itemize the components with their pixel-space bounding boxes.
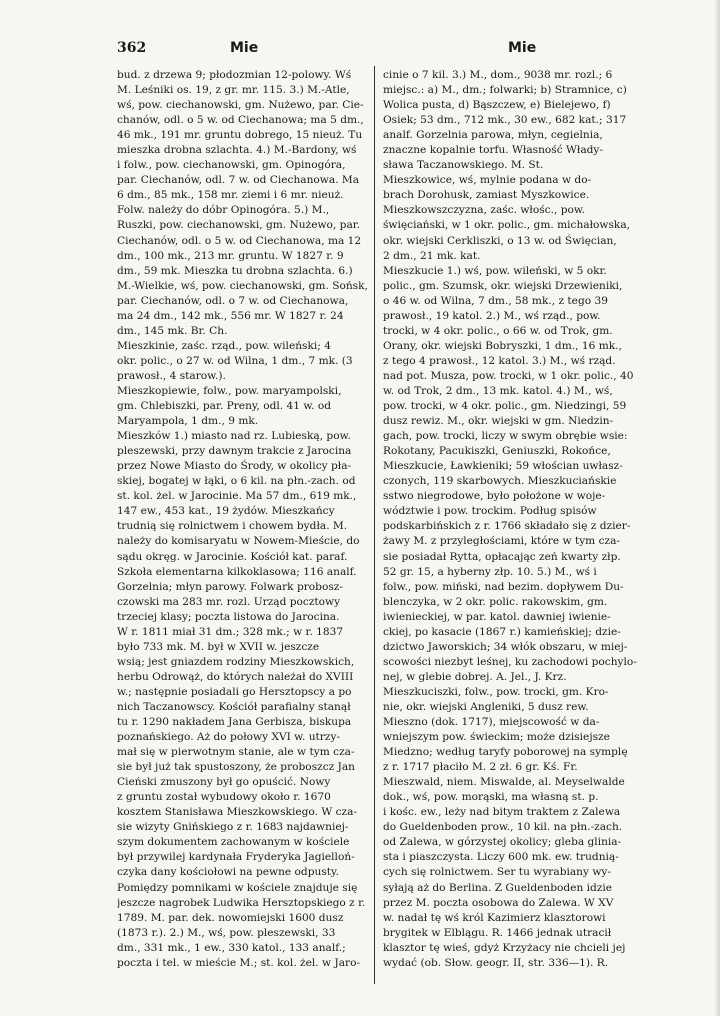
- text-line: trocki, w 4 okr. polic., o 66 w. od Trok, gm.: [383, 324, 613, 337]
- text-line: sądu okręg. w Jarocinie. Kościół kat. paraf.: [117, 550, 348, 563]
- text-line: i folw., pow. ciechanowski, gm. Opinogóra,: [117, 159, 346, 172]
- text-line: pleszewski, przy dawnym trakcie z Jarocina: [117, 445, 352, 458]
- text-line: scowości niezbyt leśnej, ku zachodowi pochylo-: [383, 655, 637, 668]
- text-line: miejsc.: a) M., dm.; folwarki; b) Stramnice, c): [383, 84, 627, 97]
- text-line: Cieński zmuszony był go opuścić. Nowy: [117, 776, 331, 789]
- text-line: gach, pow. trocki, liczy w swym obrębie wsie:: [383, 430, 628, 443]
- text-line: folw., pow. miński, nad bezim. dopływem Du-: [383, 580, 624, 593]
- text-line: trzeciej klasy; poczta listowa do Jarocina.: [117, 610, 340, 623]
- text-line: Gorzelnia; młyn parowy. Folwark probosz-: [117, 580, 343, 593]
- text-line: do Gueldenboden prow., 10 kil. na płn.-zach.: [383, 821, 623, 834]
- text-line: w. nadał tę wś król Kazimierz klasztorowi: [383, 911, 606, 924]
- text-line: prawosł., 4 starow.).: [117, 369, 226, 382]
- text-line: kosztem Stanisława Mieszkowskiego. W cza-: [117, 806, 358, 819]
- text-line: sstwo niegrodowe, było położone w woje-: [383, 490, 606, 503]
- text-line: sie posiadał Rytta, opłacając zeń kwarty złp.: [383, 550, 621, 563]
- text-line: w.; następnie posiadali go Hersztopscy a po: [117, 685, 352, 698]
- text-line: dok., wś, pow. morąski, ma własną st. p.: [383, 791, 599, 804]
- text-line: Mieszno (dok. 1717), miejscowość w da-: [383, 716, 600, 729]
- text-line: sie wizyty Gnińskiego z r. 1683 najdawniej-: [117, 821, 349, 834]
- text-line: Rokotany, Pacukiszki, Geniuszki, Rokońce,: [383, 445, 611, 458]
- text-line: okr. polic., o 27 w. od Wilna, 1 dm., 7 mk. (3: [117, 354, 353, 367]
- text-line: w. od Trok, 2 dm., 13 mk. katol. 4.) M., wś,: [383, 384, 613, 397]
- text-line: W r. 1811 miał 31 dm.; 328 mk.; w r. 1837: [117, 625, 344, 638]
- text-line: trudnią się rolnictwem i chowem bydła. M.: [117, 520, 348, 533]
- text-line: nich Taczanowscy. Kościół parafialny stanął: [117, 700, 351, 713]
- text-line: Mieszwald, niem. Miswalde, al. Meyselwalde: [383, 776, 625, 789]
- text-line: Mieszkucie 1.) wś, pow. wileński, w 5 okr.: [383, 264, 607, 277]
- text-line: wództwie i pow. trockim. Podług spisów: [383, 505, 597, 518]
- text-line: szym dokumentem zachowanym w kościele: [117, 836, 350, 849]
- text-line: dm., 331 mk., 1 ew., 330 katol., 133 analf.;: [117, 941, 346, 954]
- page-header: [0, 0, 720, 70]
- text-line: Mieszkuciszki, folw., pow. trocki, gm. Kro-: [383, 685, 609, 698]
- text-line: znaczne kopalnie torfu. Własność Włady-: [383, 144, 604, 157]
- right-column: [383, 68, 641, 971]
- text-line: przez M. poczta osobowa do Zalewa. W XV: [383, 896, 614, 909]
- text-line: brygitek w Elblągu. R. 1466 jednak utracił: [383, 926, 612, 939]
- text-line: skiej, bogatej w łąki, o 6 kil. na płn.-zach. od: [117, 475, 356, 488]
- text-line: Wolica pusta, d) Bąszczew, e) Bielejewo, f): [383, 99, 611, 112]
- text-line: 6 dm., 85 mk., 158 mr. ziemi i 6 mr. nieuż.: [117, 189, 344, 202]
- text-line: nie, okr. wiejski Angleniki, 5 dusz rew.: [383, 700, 589, 713]
- text-line: 147 ew., 453 kat., 19 żydów. Mieszkańcy: [117, 505, 335, 518]
- text-line: dm., 59 mk. Mieszka tu drobna szlachta. 6.): [117, 264, 353, 277]
- text-line: Mieszków 1.) miasto nad rz. Lubieską, pow.: [117, 430, 351, 443]
- text-line: klasztor tę wieś, gdyż Krzyżacy nie chcieli jej: [383, 941, 626, 954]
- text-line: święciański, w 1 okr. polic., gm. michałowska,: [383, 219, 631, 232]
- scan-edge-shadow: [714, 0, 720, 1016]
- text-line: Mieszkowice, wś, mylnie podana w do-: [383, 174, 592, 187]
- text-line: żawy M. z przyległościami, które w tym cza-: [383, 535, 621, 548]
- running-head-right: Mie: [508, 40, 537, 56]
- text-line: prawosł., 19 katol. 2.) M., wś rząd., pow.: [383, 309, 601, 322]
- text-line: analf. Gorzelnia parowa, młyn, cegielnia,: [383, 129, 603, 142]
- text-line: mieszka drobna szlachta. 4.) M.-Bardony, wś: [117, 144, 357, 157]
- text-line: jeszcze nagrobek Ludwika Hersztopskiego z r.: [117, 896, 366, 909]
- text-line: z gruntu został wybudowy około r. 1670: [117, 791, 331, 804]
- text-line: mał się w pierwotnym stanie, ale w tym cza-: [117, 746, 355, 759]
- text-line: blenczyka, w 2 okr. polic. rakowskim, gm.: [383, 595, 608, 608]
- text-line: Maryampola, 1 dm., 9 mk.: [117, 415, 259, 428]
- text-line: polic., gm. Szumsk, okr. wiejski Drzewieniki,: [383, 279, 623, 292]
- text-line: Osiek; 53 dm., 712 mk., 30 ew., 682 kat.; 317: [383, 114, 627, 127]
- text-line: iwienieckiej, w par. katol. dawniej iwienie-: [383, 610, 611, 623]
- text-line: Mieszkinie, zaśc. rząd., pow. wileński; 4: [117, 339, 331, 352]
- text-line: ma 24 dm., 142 mk., 556 mr. W 1827 r. 24: [117, 309, 344, 322]
- text-line: st. kol. żel. w Jarocinie. Ma 57 dm., 619 mk.,: [117, 490, 357, 503]
- text-line: bud. z drzewa 9; płodozmian 12-polowy. Wś: [117, 69, 352, 81]
- text-line: Mieszkowszczyzna, zaśc. włośc., pow.: [383, 204, 586, 217]
- left-column: [117, 68, 375, 971]
- text-line: dusz rewiz. M., okr. wiejski w gm. Niedzin-: [383, 415, 614, 428]
- text-line: był przywilej kardynała Fryderyka Jagielloń-: [117, 851, 355, 864]
- text-line: od Zalewa, w górzystej okolicy; gleba glinia-: [383, 836, 622, 849]
- text-line: poznańskiego. Aż do połowy XVI w. utrzy-: [117, 731, 341, 744]
- text-line: par. Ciechanów, odl. o 7 w. od Ciechanowa,: [117, 294, 349, 307]
- text-line: (1873 r.). 2.) M., wś, pow. pleszewski, 33: [117, 926, 336, 939]
- text-line: herbu Odrowąż, do których należał do XVIII: [117, 670, 354, 683]
- text-line: dm., 100 mk., 213 mr. gruntu. W 1827 r. 9: [117, 249, 344, 262]
- text-line: przez Nowe Miasto do Środy, w okolicy pła-: [117, 460, 352, 473]
- text-line: sława Taczanowskiego. M. St.: [383, 159, 544, 172]
- text-line: chanów, odl. o 5 w. od Ciechanowa; ma 5 dm.,: [117, 114, 364, 127]
- text-line: wniejszym pow. świeckim; może dzisiejsze: [383, 731, 610, 744]
- text-line: gm. Chlebiszki, par. Preny, odl. 41 w. od: [117, 400, 332, 413]
- text-line: 52 gr. 15, a hyberny złp. 10. 5.) M., wś i: [383, 565, 597, 578]
- text-line: nad pot. Musza, pow. trocki, w 1 okr. polic., 40: [383, 369, 634, 382]
- text-line: nej, w glebie dobrej. A. Jel., J. Krz.: [383, 670, 567, 683]
- page-number: 362: [117, 40, 147, 56]
- text-line: 46 mk., 191 mr. gruntu dobrego, 15 nieuż. Tu: [117, 129, 363, 142]
- text-line: o 46 w. od Wilna, 7 dm., 58 mk., z tego 39: [383, 294, 608, 307]
- text-line: i kośc. ew., leży nad bitym traktem z Zalewa: [383, 806, 621, 819]
- text-line: cinie o 7 kil. 3.) M., dom., 9038 mr. rozl.; 6: [383, 69, 613, 81]
- text-line: poczta i tel. w mieście M.; st. kol. żel. w Jaro-: [117, 956, 361, 969]
- text-line: Pomiędzy pomnikami w kościele znajduje się: [117, 881, 358, 894]
- text-line: Ruszki, pow. ciechanowski, gm. Nużewo, par.: [117, 219, 361, 232]
- text-line: wsią; jest gniazdem rodziny Mieszkowskich,: [117, 655, 355, 668]
- text-line: czonych, 119 skarbowych. Mieszkuciańskie: [383, 475, 617, 488]
- text-line: okr. wiejski Cerkliszki, o 13 w. od Święcian,: [383, 234, 617, 247]
- text-line: wś, pow. ciechanowski, gm. Nużewo, par. Cie-: [117, 99, 364, 112]
- text-line: tu r. 1290 nakładem Jana Gerbisza, biskupa: [117, 716, 352, 729]
- text-line: pow. trocki, w 4 okr. polic., gm. Niedzingi, 59: [383, 400, 627, 413]
- text-line: ckiej, po kasacie (1867 r.) kamieńskiej; dzie-: [383, 625, 621, 638]
- text-line: z r. 1717 płaciło M. 2 zł. 6 gr. Kś. Fr.: [383, 761, 578, 774]
- text-line: par. Ciechanów, odl. 7 w. od Ciechanowa. Ma: [117, 174, 360, 187]
- text-line: podskarbińskich z r. 1766 składało się z dzier-: [383, 520, 631, 533]
- text-line: 2 dm., 21 mk. kat.: [383, 249, 481, 262]
- text-line: M. Leśniki os. 19, z gr. mr. 115. 3.) M.-Atle,: [117, 84, 350, 97]
- text-line: sie był już tak spustoszony, że proboszcz Jan: [117, 761, 355, 774]
- text-line: czowski ma 283 mr. rozl. Urząd pocztowy: [117, 595, 341, 608]
- text-line: Mieszkopiewie, folw., pow. maryampolski,: [117, 384, 342, 397]
- text-line: Mieszkucie, Ławkieniki; 59 włościan uwłasz-: [383, 460, 623, 473]
- text-line: sta i piaszczysta. Liczy 600 mk. ew. trudnią-: [383, 851, 619, 864]
- text-line: M.-Wielkie, wś, pow. ciechanowski, gm. Sońsk,: [117, 279, 368, 292]
- text-line: Szkoła elementarna kilkoklasowa; 116 analf.: [117, 565, 357, 578]
- text-line: należy do komisaryatu w Nowem-Mieście, do: [117, 535, 360, 548]
- text-line: Folw. należy do dóbr Opinogóra. 5.) M.,: [117, 204, 330, 217]
- text-line: Orany, okr. wiejski Bobryszki, 1 dm., 16 mk.,: [383, 339, 622, 352]
- text-line: dm., 145 mk. Br. Ch.: [117, 324, 228, 337]
- text-line: Miedzno; według taryfy poborowej na symplę: [383, 746, 628, 759]
- text-line: było 733 mk. M. był w XVII w. jeszcze: [117, 640, 320, 653]
- text-line: z tego 4 prawosł., 12 katol. 3.) M., wś rząd.: [383, 354, 616, 367]
- text-line: syłają aż do Berlina. Z Gueldenboden idzie: [383, 881, 613, 894]
- text-line: cych się rolnictwem. Ser tu wyrabiany wy-: [383, 866, 611, 879]
- text-line: Ciechanów, odl. o 5 w. od Ciechanowa, ma 12: [117, 234, 362, 247]
- text-line: brach Dorohusk, zamiast Myszkowice.: [383, 189, 590, 202]
- text-line: wydać (ob. Słow. geogr. II, str. 336—1). R.: [383, 956, 609, 969]
- text-line: 1789. M. par. dek. nowomiejski 1600 dusz: [117, 911, 344, 924]
- text-line: czyka dany kościołowi na pewne odpusty.: [117, 866, 339, 879]
- text-line: dzictwo Jaworskich; 34 włók obszaru, w miej-: [383, 640, 628, 653]
- running-head-left: Mie: [230, 40, 259, 56]
